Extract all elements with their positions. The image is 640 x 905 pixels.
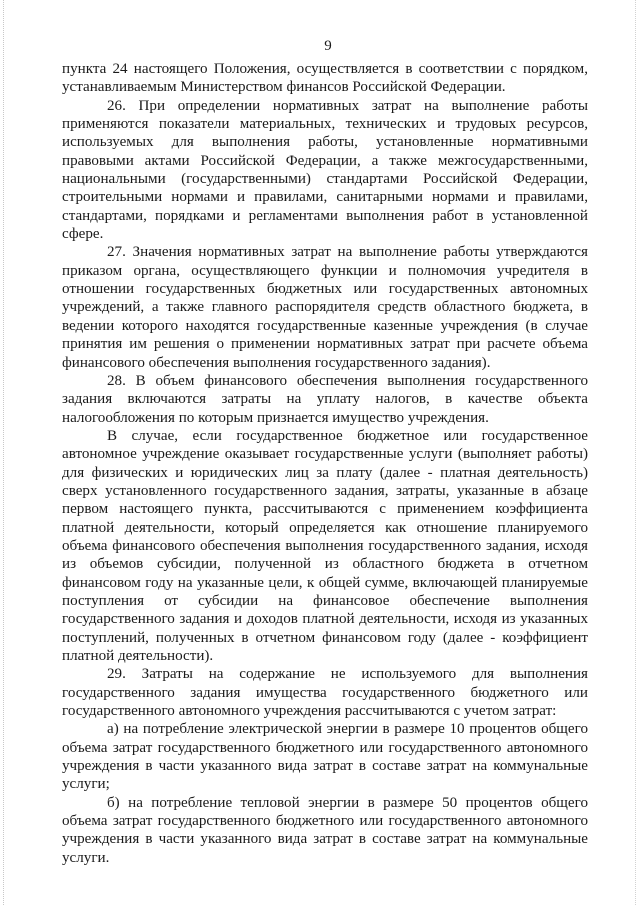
paragraph-28-case: В случае, если государственное бюджетное или государственное автономное учреждение оказывает государственные услуги (выполняет работы) для физических и юридических лиц за плату (далее - платная деятельность) сверх установленного государственного задания, затраты, указанные в абзаце первом настоящего пункта, рассчитываются с применением коэффициента платной деятельности, который определяется как отношение планируемого объема финансового обеспечения выполнения государственного задания, исходя из объемов субсидии, полученной из областного бюджета в отчетном финансовом году на указанные цели, к общей сумме, включающей планируемые поступления от субсидии на финансовое обеспечение выполнения государственного задания и доходов платной деятельности, исходя из указанных поступлений, полученных в отчетном финансовом году (далее - коэффициент платной деятельности). xyxy=(62,427,588,664)
paragraph-29-a: а) на потребление электрической энергии в размере 10 процентов общего объема затрат государственного бюджетного или государственного автономного учреждения в части указанного вида затрат в составе затрат на коммунальные услуги; xyxy=(62,721,588,793)
paragraph-28: 28. В объем финансового обеспечения выполнения государственного задания включаются затраты на уплату налогов, в качестве объекта налогообложения по которым признается имущество учреждения. xyxy=(62,372,588,426)
paragraph-continuation: пункта 24 настоящего Положения, осуществляется в соответствии с порядком, устанавливаемым Министерством финансов Российской Федерации. xyxy=(62,61,588,96)
document-body xyxy=(62,60,588,867)
paragraph-29-b: б) на потребление тепловой энергии в размере 50 процентов общего объема затрат государственного бюджетного или государственного автономного учреждения в части указанного вида затрат в составе затрат на коммунальные услуги. xyxy=(62,794,588,866)
paragraph-29: 29. Затраты на содержание не используемого для выполнения государственного задания имущества государственного бюджетного или государственного автономного учреждения рассчитываются с учетом затрат: xyxy=(62,666,588,720)
page-number: 9 xyxy=(324,38,332,54)
scan-edge-left xyxy=(3,0,4,905)
paragraph-27: 27. Значения нормативных затрат на выполнение работы утверждаются приказом органа, осуществляющего функции и полномочия учредителя в отношении государственных бюджетных или государственных автономных учреждений, а также главного распорядителя средств областного бюджета, в ведении которого находятся государственные казенные учреждения (в случае принятия им решения о применении нормативных затрат при расчете объема финансового обеспечения выполнения государственного задания). xyxy=(62,244,588,371)
paragraph-26: 26. При определении нормативных затрат на выполнение работы применяются показатели материальных, технических и трудовых ресурсов, используемых для выполнения работы, установленные нормативными правовыми актами Российской Федерации, а также межгосударственными, национальными (государственными) стандартами Российской Федерации, строительными нормами и правилами, санитарными нормами и правилами, стандартами, порядками и регламентами выполнения работ в установленной сфере. xyxy=(62,97,588,243)
scan-edge-right xyxy=(635,0,636,905)
